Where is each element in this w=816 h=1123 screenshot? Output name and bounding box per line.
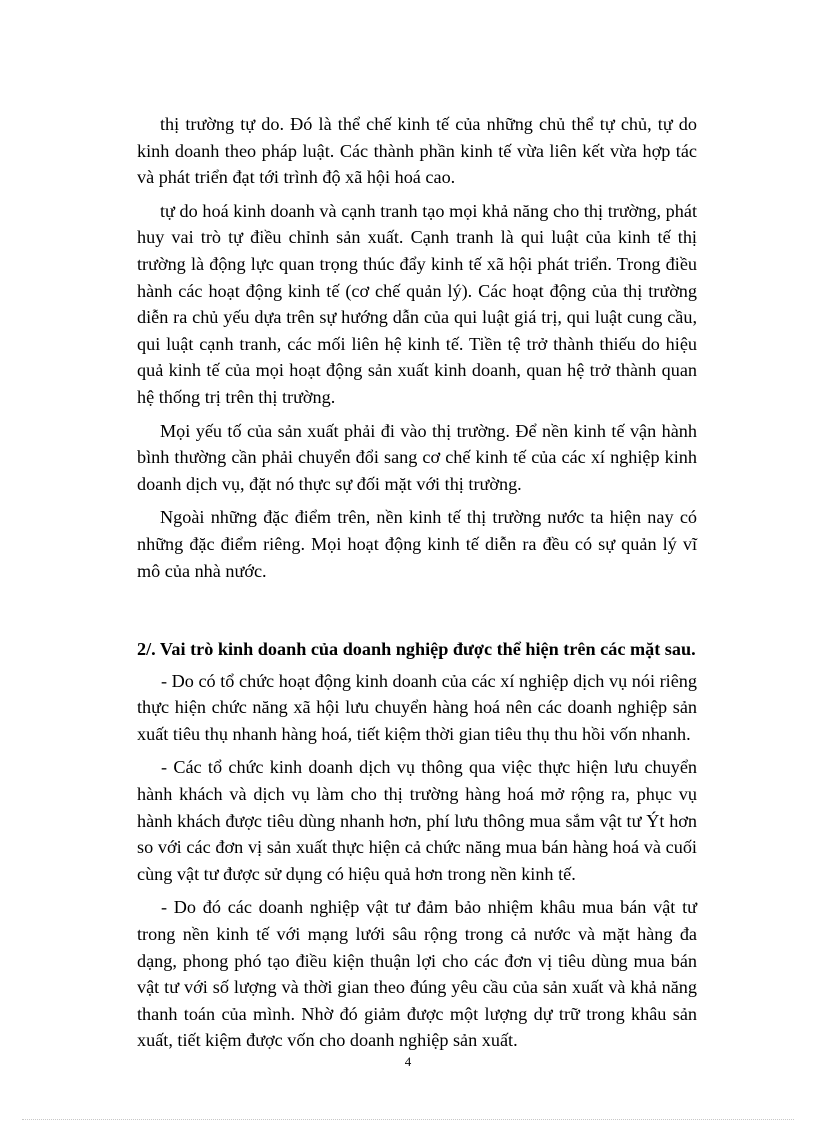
section-heading: 2/. Vai trò kinh doanh của doanh nghiệp được thể hiện trên các mặt sau. — [137, 639, 696, 660]
bullet-paragraph: - Do có tổ chức hoạt động kinh doanh của các xí nghiệp dịch vụ nói riêng thực hiện chức năng xã hội lưu chuyển hàng hoá nên các doanh nghiệp sản xuất tiêu thụ nhanh hàng hoá, tiết kiệm thời gian tiêu thụ thu hồi vốn nhanh. — [137, 670, 697, 744]
paragraph: Mọi yếu tố của sản xuất phải đi vào thị trường. Để nền kinh tế vận hành bình thường cần phải chuyển đổi sang cơ chế kinh tế của các xí nghiệp kinh doanh dịch vụ, đặt nó thực sự đối mặt với thị trường. — [137, 420, 697, 494]
paragraph: Ngoài những đặc điểm trên, nền kinh tế thị trường nước ta hiện nay có những đặc điểm riêng. Mọi hoạt động kinh tế diễn ra đều có sự quản lý vĩ mô của nhà nước. — [137, 507, 697, 581]
page-content — [137, 111, 697, 1054]
paragraph: tự do hoá kinh doanh và cạnh tranh tạo mọi khả năng cho thị trường, phát huy vai trò tự điều chỉnh sản xuất. Cạnh tranh là qui luật của kinh tế thị trường là động lực quan trọng thúc đẩy kinh tế xã hội phát triển. Trong điều hành các hoạt động kinh tế (cơ chế quản lý). Các hoạt động của thị trường diễn ra chủ yếu dựa trên sự hướng dẫn của qui luật giá trị, qui luật cung cầu, qui luật cạnh tranh, các mối liên hệ kinh tế. Tiền tệ trở thành thiếu do hiệu quả kinh tế của mọi hoạt động sản xuất kinh doanh, quan hệ trở thành quan hệ thống trị trên thị trường. — [137, 200, 697, 407]
bullet-paragraph: - Do đó các doanh nghiệp vật tư đảm bảo nhiệm khâu mua bán vật tư trong nền kinh tế với mạng lưới sâu rộng trong cả nước và mặt hàng đa dạng, phong phó tạo điều kiện thuận lợi cho các đơn vị tiêu dùng mua bán vật tư với số lượng và thời gian theo đúng yêu cầu của sản xuất và khả năng thanh toán của mình. Nhờ đó giảm được một lượng dự trữ trong khâu sản xuất, tiết kiệm được vốn cho doanh nghiệp sản xuất. — [137, 897, 697, 1051]
bullet-paragraph: - Các tổ chức kinh doanh dịch vụ thông qua việc thực hiện lưu chuyển hành khách và dịch vụ làm cho thị trường hàng hoá mở rộng ra, phục vụ hành khách được tiêu dùng nhanh hơn, phí lưu thông mua sắm vật tư Ýt hơn so với các đơn vị sản xuất thực hiện cả chức năng mua bán hàng hoá và cuối cùng vật tư được sử dụng có hiệu quả hơn trong nền kinh tế. — [137, 757, 697, 884]
page-bottom-edge — [22, 1119, 794, 1120]
page-number: 4 — [404, 1054, 412, 1069]
paragraph: thị trường tự do. Đó là thể chế kinh tế của những chủ thể tự chủ, tự do kinh doanh theo pháp luật. Các thành phần kinh tế vừa liên kết vừa hợp tác và phát triển đạt tới trình độ xã hội hoá cao. — [137, 114, 697, 188]
